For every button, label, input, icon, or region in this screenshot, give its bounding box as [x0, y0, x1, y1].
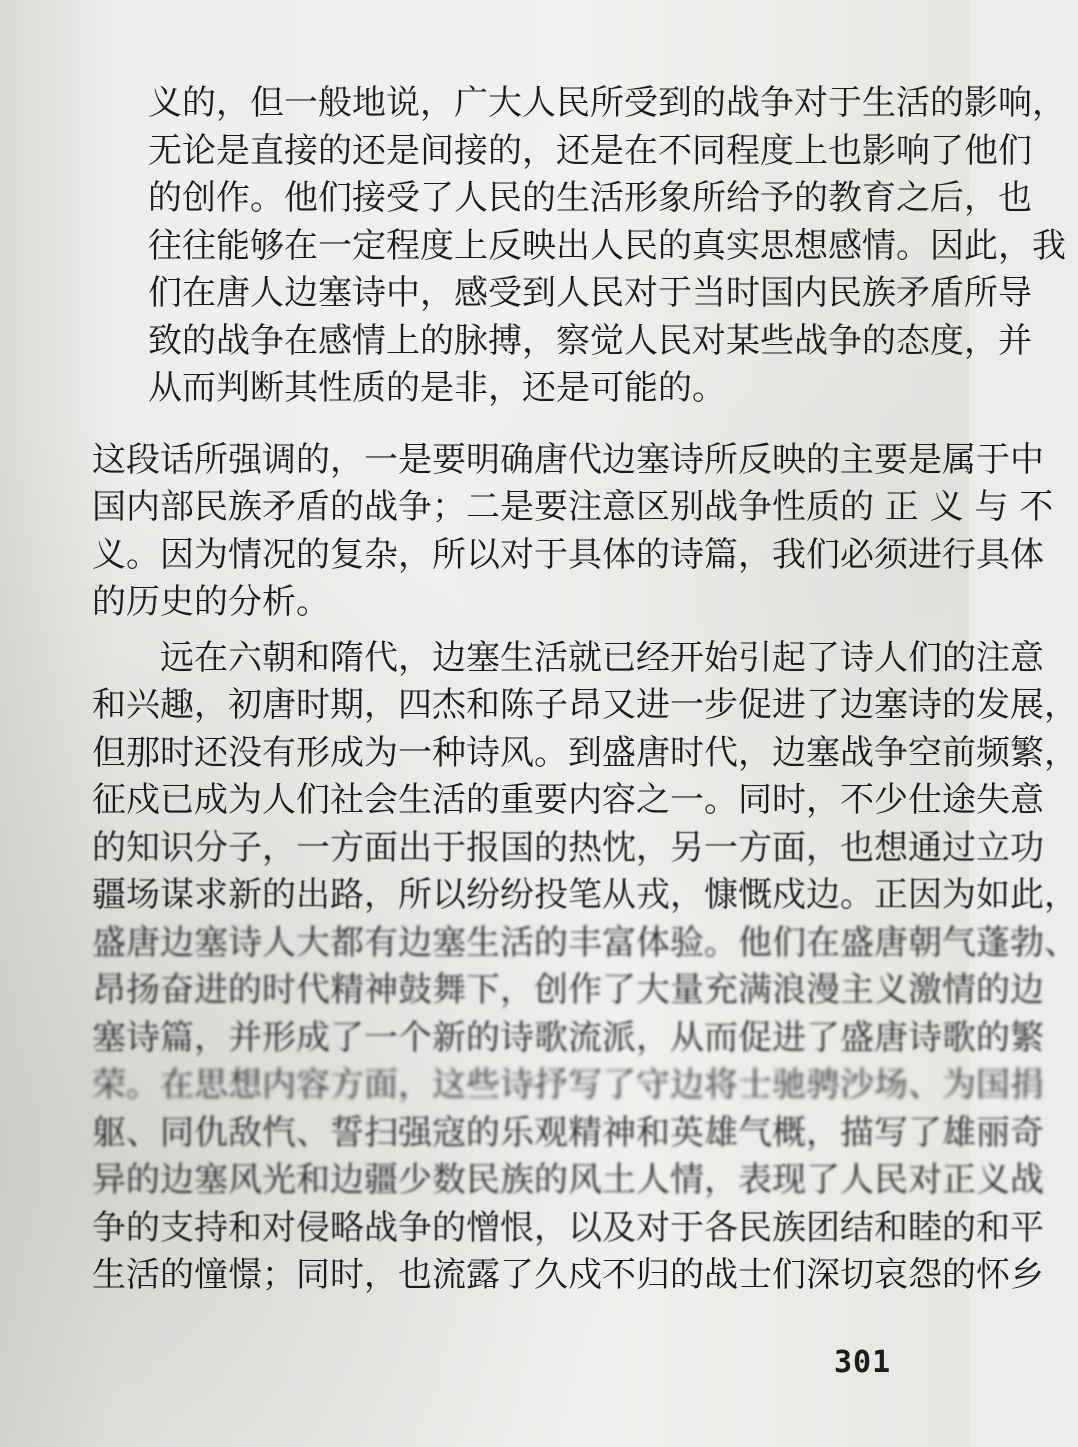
quote-line: 往往能够在一定程度上反映出人民的真实思想感情。因此，我 — [148, 225, 1066, 266]
paragraph-line: 义。因为情况的复杂，所以对于具体的诗篇，我们必须进行具体 — [92, 534, 1044, 575]
paragraph-line: 异的边塞风光和边疆少数民族的风土人情，表现了人民对正义战 — [92, 1160, 1044, 1200]
paragraph-line: 的知识分子，一方面出于报国的热忱，另一方面，也想通过立功 — [92, 827, 1044, 868]
quote-line: 义的，但一般地说，广大人民所受到的战争对于生活的影响， — [148, 83, 1066, 123]
paragraph-line: 疆场谋求新的出路，所以纷纷投笔从戎，慷慨戍边。正因为如此， — [92, 875, 1078, 915]
paragraph-1 — [92, 437, 1054, 627]
paragraph-line: 躯、同仇敌忾、誓扫强寇的乐观精神和英雄气概，描写了雄丽奇 — [92, 1112, 1044, 1153]
paragraph-line: 这段话所强调的，一是要明确唐代边塞诗所反映的主要是属于中 — [92, 439, 1044, 480]
paragraph-line: 争的支持和对侵略战争的憎恨，以及对于各民族团结和睦的和平 — [92, 1207, 1044, 1248]
quote-line: 们在唐人边塞诗中，感受到人民对于当时国内民族矛盾所导 — [148, 273, 1032, 313]
paragraph-line: 昂扬奋进的时代精神鼓舞下，创作了大量充满浪漫主义激情的边 — [92, 970, 1044, 1010]
paragraph-2 — [92, 635, 1078, 1300]
body-text — [92, 80, 1078, 1300]
quote-line: 的创作。他们接受了人民的生活形象所给予的教育之后，也 — [148, 178, 1032, 218]
paragraph-line: 的历史的分析。 — [92, 582, 330, 622]
paragraph-line: 远在六朝和隋代，边塞生活就已经开始引起了诗人们的注意 — [160, 637, 1044, 678]
paragraph-line: 盛唐边塞诗人大都有边塞生活的丰富体验。他们在盛唐朝气蓬勃、 — [92, 922, 1078, 963]
paragraph-line: 国内部民族矛盾的战争；二是要注意区别战争性质的 正 义 与 不 — [92, 487, 1054, 527]
paragraph-line: 征戍已成为人们社会生活的重要内容之一。同时，不少仕途失意 — [92, 780, 1044, 820]
paragraph-gap — [92, 413, 910, 437]
quote-line: 无论是直接的还是间接的，还是在不同程度上也影响了他们 — [148, 130, 1032, 171]
paragraph-gap — [92, 627, 910, 635]
quote-line: 从而判断其性质的是非，还是可能的。 — [148, 368, 726, 408]
paragraph-line: 荣。在思想内容方面，这些诗抒写了守边将士驰骋沙场、为国捐 — [92, 1065, 1044, 1105]
paragraph-line: 塞诗篇，并形成了一个新的诗歌流派，从而促进了盛唐诗歌的繁 — [92, 1017, 1044, 1058]
page-number: 301 — [834, 1345, 892, 1380]
paragraph-line: 和兴趣，初唐时期，四杰和陈子昂又进一步促进了边塞诗的发展， — [92, 685, 1078, 725]
quote-line: 致的战争在感情上的脉搏，察觉人民对某些战争的态度，并 — [148, 320, 1032, 361]
paragraph-line: 但那时还没有形成为一种诗风。到盛唐时代，边塞战争空前频繁， — [92, 732, 1078, 773]
paragraph-line: 生活的憧憬；同时，也流露了久戍不归的战士们深切哀怨的怀乡 — [92, 1255, 1044, 1295]
block-quote — [92, 80, 1066, 413]
